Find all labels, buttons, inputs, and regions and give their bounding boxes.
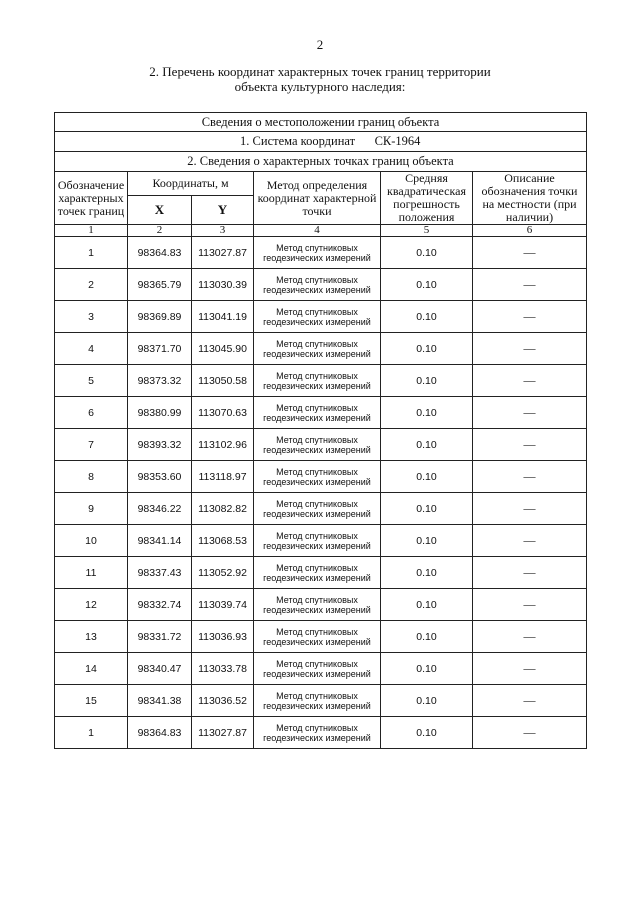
table-row — [55, 269, 587, 301]
x-coordinate-cell: 98365.79 — [128, 269, 192, 301]
description-cell: — — [473, 621, 587, 653]
point-number-cell: 8 — [55, 461, 128, 493]
x-coordinate-cell: 98341.38 — [128, 685, 192, 717]
method-cell: Метод спутниковых геодезических измерений — [254, 717, 381, 749]
description-cell: — — [473, 717, 587, 749]
header-coordinates: Координаты, м — [128, 172, 254, 196]
table-title-row — [55, 113, 587, 132]
method-cell: Метод спутниковых геодезических измерений — [254, 621, 381, 653]
y-coordinate-cell: 113041.19 — [192, 301, 254, 333]
column-number-row — [55, 225, 587, 237]
error-cell: 0.10 — [381, 493, 473, 525]
y-coordinate-cell: 113045.90 — [192, 333, 254, 365]
coordinates-table — [54, 112, 587, 749]
coordinate-system-cell — [55, 132, 587, 152]
error-cell: 0.10 — [381, 461, 473, 493]
method-cell: Метод спутниковых геодезических измерений — [254, 397, 381, 429]
error-cell: 0.10 — [381, 653, 473, 685]
point-number-cell: 5 — [55, 365, 128, 397]
error-cell: 0.10 — [381, 685, 473, 717]
point-number-cell: 14 — [55, 653, 128, 685]
table-row — [55, 429, 587, 461]
method-cell: Метод спутниковых геодезических измерений — [254, 589, 381, 621]
table-row — [55, 589, 587, 621]
method-cell: Метод спутниковых геодезических измерений — [254, 461, 381, 493]
document-heading — [0, 64, 640, 94]
error-cell: 0.10 — [381, 301, 473, 333]
x-coordinate-cell: 98346.22 — [128, 493, 192, 525]
x-coordinate-cell: 98353.60 — [128, 461, 192, 493]
section-row — [55, 152, 587, 172]
x-coordinate-cell: 98332.74 — [128, 589, 192, 621]
point-number-cell: 3 — [55, 301, 128, 333]
y-coordinate-cell: 113027.87 — [192, 237, 254, 269]
description-cell: — — [473, 397, 587, 429]
description-cell: — — [473, 301, 587, 333]
table-row — [55, 461, 587, 493]
error-cell: 0.10 — [381, 333, 473, 365]
y-coordinate-cell: 113102.96 — [192, 429, 254, 461]
point-number-cell: 7 — [55, 429, 128, 461]
x-coordinate-cell: 98340.47 — [128, 653, 192, 685]
table-row — [55, 621, 587, 653]
x-coordinate-cell: 98380.99 — [128, 397, 192, 429]
page-number: 2 — [316, 37, 324, 52]
table-row — [55, 333, 587, 365]
method-cell: Метод спутниковых геодезических измерений — [254, 429, 381, 461]
point-number-cell: 9 — [55, 493, 128, 525]
point-number-cell: 11 — [55, 557, 128, 589]
method-cell: Метод спутниковых геодезических измерений — [254, 333, 381, 365]
point-number-cell: 4 — [55, 333, 128, 365]
method-cell: Метод спутниковых геодезических измерений — [254, 493, 381, 525]
header-x: X — [128, 195, 192, 224]
method-cell: Метод спутниковых геодезических измерений — [254, 557, 381, 589]
description-cell: — — [473, 269, 587, 301]
method-cell: Метод спутниковых геодезических измерений — [254, 685, 381, 717]
header-method: Метод определения координат характерной точки — [254, 172, 381, 225]
point-number-cell: 10 — [55, 525, 128, 557]
y-coordinate-cell: 113082.82 — [192, 493, 254, 525]
y-coordinate-cell: 113027.87 — [192, 717, 254, 749]
y-coordinate-cell: 113036.93 — [192, 621, 254, 653]
method-cell: Метод спутниковых геодезических измерений — [254, 653, 381, 685]
description-cell: — — [473, 333, 587, 365]
x-coordinate-cell: 98364.83 — [128, 717, 192, 749]
y-coordinate-cell: 113118.97 — [192, 461, 254, 493]
table-row — [55, 301, 587, 333]
x-coordinate-cell: 98341.14 — [128, 525, 192, 557]
section-label: 2. Сведения о характерных точках границ объекта — [55, 152, 587, 172]
point-number-cell: 15 — [55, 685, 128, 717]
error-cell: 0.10 — [381, 237, 473, 269]
error-cell: 0.10 — [381, 365, 473, 397]
y-coordinate-cell: 113068.53 — [192, 525, 254, 557]
column-number: 3 — [192, 225, 254, 237]
y-coordinate-cell: 113030.39 — [192, 269, 254, 301]
y-coordinate-cell: 113052.92 — [192, 557, 254, 589]
header-error: Средняя квадратическая погрешность положения — [381, 172, 473, 225]
description-cell: — — [473, 493, 587, 525]
header-row-1 — [55, 172, 587, 196]
method-cell: Метод спутниковых геодезических измерений — [254, 525, 381, 557]
error-cell: 0.10 — [381, 525, 473, 557]
table-row — [55, 493, 587, 525]
point-number-cell: 1 — [55, 237, 128, 269]
header-description: Описание обозначения точки на местности (при наличии) — [473, 172, 587, 225]
table-row — [55, 525, 587, 557]
table-row — [55, 685, 587, 717]
description-cell: — — [473, 461, 587, 493]
point-number-cell: 2 — [55, 269, 128, 301]
x-coordinate-cell: 98371.70 — [128, 333, 192, 365]
column-number: 4 — [254, 225, 381, 237]
error-cell: 0.10 — [381, 557, 473, 589]
point-number-cell: 1 — [55, 717, 128, 749]
table-title: Сведения о местоположении границ объекта — [55, 113, 587, 132]
method-cell: Метод спутниковых геодезических измерений — [254, 237, 381, 269]
table-row — [55, 365, 587, 397]
point-number-cell: 12 — [55, 589, 128, 621]
table-row — [55, 237, 587, 269]
description-cell: — — [473, 653, 587, 685]
x-coordinate-cell: 98373.32 — [128, 365, 192, 397]
x-coordinate-cell: 98331.72 — [128, 621, 192, 653]
y-coordinate-cell: 113036.52 — [192, 685, 254, 717]
coordinate-system-row — [55, 132, 587, 152]
description-cell: — — [473, 589, 587, 621]
column-number: 5 — [381, 225, 473, 237]
description-cell: — — [473, 365, 587, 397]
column-number: 1 — [55, 225, 128, 237]
y-coordinate-cell: 113050.58 — [192, 365, 254, 397]
heading-line-1: 2. Перечень координат характерных точек границ территории — [149, 64, 491, 79]
heading-line-2: объекта культурного наследия: — [234, 79, 406, 94]
point-number-cell: 6 — [55, 397, 128, 429]
description-cell: — — [473, 525, 587, 557]
error-cell: 0.10 — [381, 429, 473, 461]
error-cell: 0.10 — [381, 269, 473, 301]
coordinate-system-value: СК-1964 — [374, 134, 421, 148]
method-cell: Метод спутниковых геодезических измерений — [254, 365, 381, 397]
table-row — [55, 557, 587, 589]
y-coordinate-cell: 113039.74 — [192, 589, 254, 621]
description-cell: — — [473, 429, 587, 461]
description-cell: — — [473, 237, 587, 269]
description-cell: — — [473, 557, 587, 589]
column-number: 2 — [128, 225, 192, 237]
method-cell: Метод спутниковых геодезических измерений — [254, 269, 381, 301]
x-coordinate-cell: 98364.83 — [128, 237, 192, 269]
point-number-cell: 13 — [55, 621, 128, 653]
error-cell: 0.10 — [381, 717, 473, 749]
y-coordinate-cell: 113070.63 — [192, 397, 254, 429]
header-y: Y — [192, 195, 254, 224]
table-row — [55, 397, 587, 429]
x-coordinate-cell: 98393.32 — [128, 429, 192, 461]
error-cell: 0.10 — [381, 397, 473, 429]
method-cell: Метод спутниковых геодезических измерений — [254, 301, 381, 333]
y-coordinate-cell: 113033.78 — [192, 653, 254, 685]
error-cell: 0.10 — [381, 621, 473, 653]
description-cell: — — [473, 685, 587, 717]
table-row — [55, 653, 587, 685]
coordinate-system-label: 1. Система координат — [240, 134, 356, 148]
x-coordinate-cell: 98337.43 — [128, 557, 192, 589]
header-designation: Обозначение характерных точек границ — [55, 172, 128, 225]
table-row — [55, 717, 587, 749]
error-cell: 0.10 — [381, 589, 473, 621]
x-coordinate-cell: 98369.89 — [128, 301, 192, 333]
column-number: 6 — [473, 225, 587, 237]
